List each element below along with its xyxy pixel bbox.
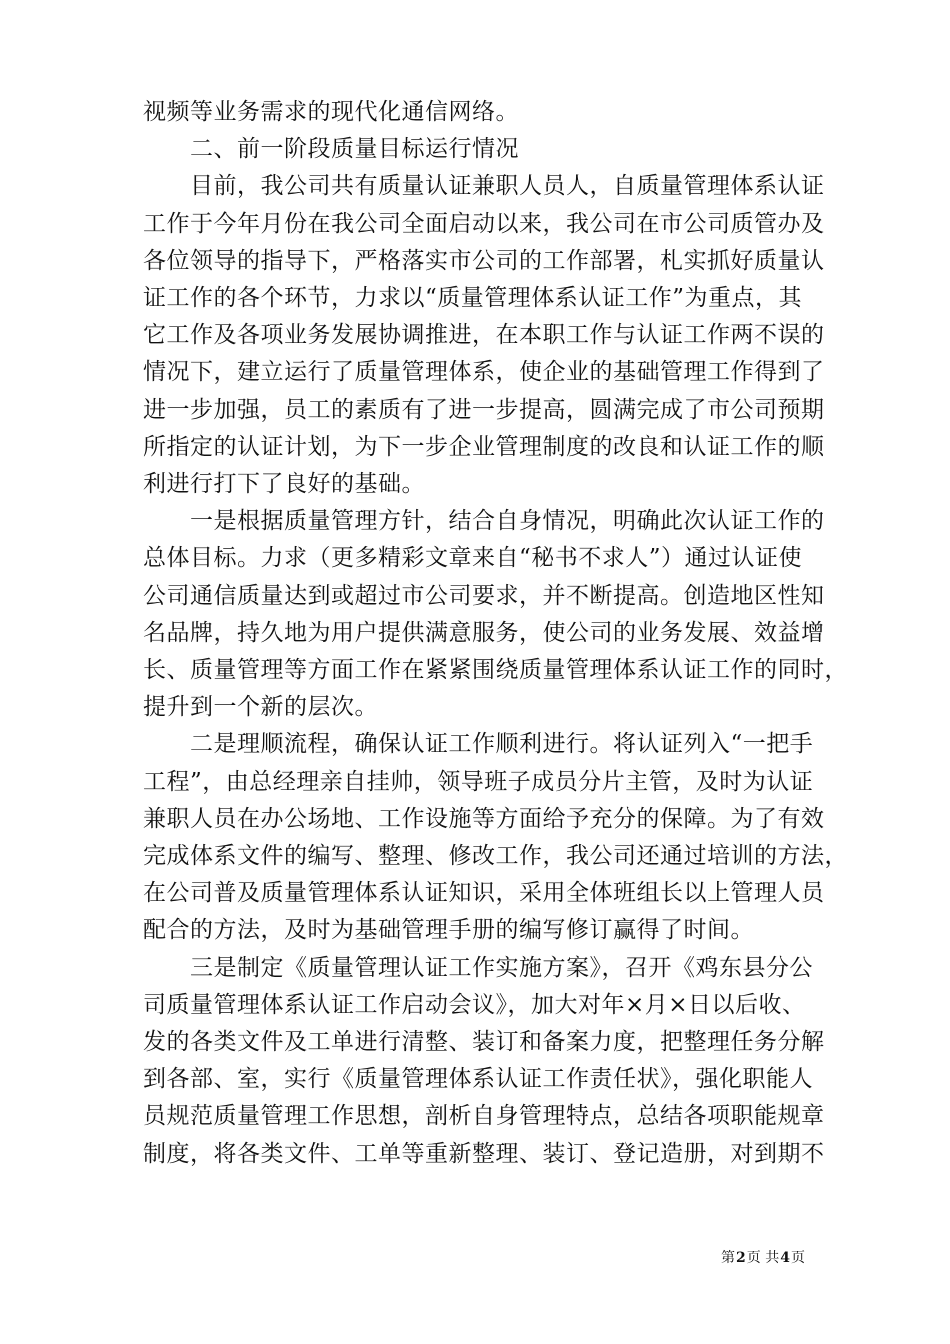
text-line: 配合的方法，及时为基础管理手册的编写修订赢得了时间。 <box>143 917 754 944</box>
footer-suffix: 页 <box>791 1250 805 1266</box>
footer-prefix: 第 <box>721 1250 736 1266</box>
text-line: 证工作的各个环节，力求以“质量管理体系认证工作”为重点，其 <box>143 285 803 311</box>
text-line: 目前，我公司共有质量认证兼职人员人，自质量管理体系认证 <box>143 173 825 200</box>
text-line: 视频等业务需求的现代化通信网络。 <box>143 99 519 125</box>
text-line: 完成体系文件的编写、整理、修改工作，我公司还通过培训的方法， <box>143 843 848 869</box>
text-line: 兼职人员在办公场地、工作设施等方面给予充分的保障。为了有效 <box>143 805 825 832</box>
text-line: 三是制定《质量管理认证工作实施方案》，召开《鸡东县分公 <box>143 954 813 981</box>
text-line: 情况下，建立运行了质量管理体系，使企业的基础管理工作得到了 <box>143 359 825 386</box>
text-line: 利进行打下了良好的基础。 <box>143 471 425 497</box>
text-line: 发的各类文件及工单进行清整、装订和备案力度，把整理任务分解 <box>143 1029 825 1055</box>
total-page-number: 4 <box>780 1250 790 1266</box>
text-line: 制度，将各类文件、工单等重新整理、装订、登记造册，对到期不 <box>143 1140 825 1167</box>
current-page-number: 2 <box>736 1250 746 1266</box>
text-line: 员规范质量管理工作思想，剖析自身管理特点，总结各项职能规章 <box>143 1103 825 1130</box>
text-line: 司质量管理体系认证工作启动会议》，加大对年×月×日以后收、 <box>143 991 806 1018</box>
text-line: 到各部、室，实行《质量管理体系认证工作责任状》，强化职能人 <box>143 1066 813 1093</box>
text-line: 工程”，由总经理亲自挂帅，领导班子成员分片主管，及时为认证 <box>143 768 814 795</box>
section-heading: 二、前一阶段质量目标运行情况 <box>143 136 519 163</box>
text-line: 二是理顺流程，确保认证工作顺利进行。将认证列入“一把手 <box>143 731 814 758</box>
text-line: 公司通信质量达到或超过市公司要求，并不断提高。创造地区性知 <box>143 582 825 609</box>
text-line: 各位领导的指导下，严格落实市公司的工作部署，札实抓好质量认 <box>143 247 825 274</box>
text-line: 所指定的认证计划，为下一步企业管理制度的改良和认证工作的顺 <box>143 433 825 460</box>
text-line: 一是根据质量管理方针，结合自身情况，明确此次认证工作的 <box>143 508 825 535</box>
text-line: 工作于今年月份在我公司全面启动以来，我公司在市公司质管办及 <box>143 210 825 237</box>
text-line: 它工作及各项业务发展协调推进，在本职工作与认证工作两不误的 <box>143 322 825 349</box>
text-line: 在公司普及质量管理体系认证知识，采用全体班组长以上管理人员 <box>143 880 825 907</box>
text-line: 进一步加强，员工的素质有了进一步提高，圆满完成了市公司预期 <box>143 396 825 423</box>
text-line: 名品牌，持久地为用户提供满意服务，使公司的业务发展、效益增 <box>143 619 825 646</box>
page-footer <box>721 1249 805 1267</box>
text-line: 总体目标。力求（更多精彩文章来自“秘书不求人”）通过认证使 <box>143 545 803 572</box>
text-line: 长、质量管理等方面工作在紧紧围绕质量管理体系认证工作的同时， <box>143 657 848 683</box>
footer-middle: 页 共 <box>746 1250 780 1266</box>
text-line: 提升到一个新的层次。 <box>143 694 378 721</box>
